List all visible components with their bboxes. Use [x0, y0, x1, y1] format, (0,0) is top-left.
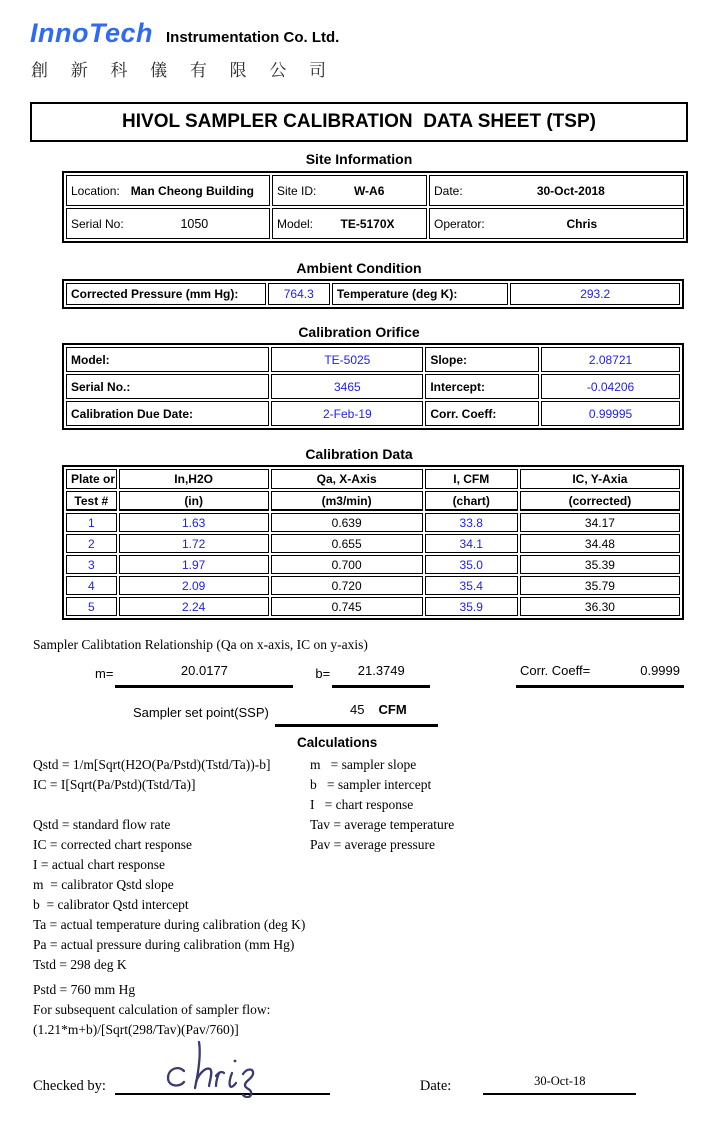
calibration-orifice-heading: Calibration Orifice	[298, 324, 420, 340]
corr-coeff-label: Corr. Coeff:	[425, 401, 539, 426]
col-header-test: Plate or	[66, 469, 117, 489]
intercept-label: Intercept:	[425, 374, 539, 399]
cell-ic: 34.48	[520, 534, 680, 553]
calculations-heading: Calculations	[297, 735, 378, 750]
calc-line: IC = corrected chart response	[33, 837, 193, 852]
orifice-serial-label: Serial No.:	[66, 374, 269, 399]
calibration-orifice-table	[62, 343, 684, 430]
company-header	[30, 18, 718, 49]
corr-coeff-result-value: 0.9999	[640, 663, 680, 678]
cell-i: 35.4	[425, 576, 518, 595]
table-row	[66, 576, 680, 595]
table-row	[66, 401, 680, 426]
site-information-heading: Site Information	[305, 151, 413, 167]
col-subheader-ic: (corrected)	[520, 491, 680, 511]
calc-line: b = sampler intercept	[310, 777, 432, 792]
site-information-table	[62, 171, 688, 243]
calc-line: Ta = actual temperature during calibration (deg K)	[33, 917, 306, 932]
calc-line: m = sampler slope	[310, 757, 417, 772]
cell-i: 34.1	[425, 534, 518, 553]
calc-line: Qstd = 1/m[Sqrt(H2O(Pa/Pstd)(Tstd/Ta))-b]	[33, 757, 271, 772]
col-header-ic: IC, Y-Axia	[520, 469, 680, 489]
b-label: b=	[315, 666, 331, 681]
due-date-value: 2-Feb-19	[271, 401, 423, 426]
cell-test: 4	[66, 576, 117, 595]
ssp-label: Sampler set point(SSP)	[133, 705, 269, 720]
cell-test: 1	[66, 513, 117, 532]
location-value: Man Cheong Building	[130, 183, 255, 198]
cell-i: 35.0	[425, 555, 518, 574]
col-subheader-h2o: (in)	[119, 491, 269, 511]
date-value: 30-Oct-2018	[536, 183, 605, 198]
cell-test: 2	[66, 534, 117, 553]
col-header-i: I, CFM	[425, 469, 518, 489]
corr-coeff-value: 0.99995	[541, 401, 680, 426]
calc-line: I = actual chart response	[33, 857, 166, 872]
date-label: Date:	[434, 183, 463, 198]
site-id-value: W-A6	[353, 183, 385, 198]
table-header-row	[66, 469, 680, 489]
corr-coeff-result	[516, 663, 684, 688]
signature-line	[115, 1081, 330, 1095]
operator-value: Chris	[566, 216, 598, 231]
serial-no-value: 1050	[180, 216, 209, 231]
checked-by-label: Checked by:	[33, 1078, 106, 1094]
col-subheader-i: (chart)	[425, 491, 518, 511]
cell-ic: 36.30	[520, 597, 680, 616]
cell-qa: 0.655	[271, 534, 423, 553]
calibration-data-heading: Calibration Data	[305, 446, 413, 462]
ambient-condition-heading: Ambient Condition	[296, 260, 422, 276]
calculations-block	[33, 755, 718, 1040]
serial-no-label: Serial No:	[71, 216, 124, 231]
slope-value: 2.08721	[541, 347, 680, 372]
table-row	[66, 347, 680, 372]
calc-line: IC = I[Sqrt(Pa/Pstd)(Tstd/Ta)]	[33, 777, 196, 792]
cell-h2o: 1.72	[119, 534, 269, 553]
calc-line: Tav = average temperature	[310, 817, 455, 832]
footer-date-label: Date:	[419, 1078, 452, 1094]
col-header-qa: Qa, X-Axis	[271, 469, 423, 489]
relationship-heading: Sampler Calibtation Relationship (Qa on x-axis, IC on y-axis)	[33, 637, 368, 652]
brand-logo-text: InnoTech	[30, 18, 153, 48]
table-row	[66, 283, 680, 305]
pressure-label: Corrected Pressure (mm Hg):	[66, 283, 266, 305]
model-value: TE-5170X	[340, 216, 395, 231]
b-value: 21.3749	[332, 663, 430, 688]
cell-qa: 0.700	[271, 555, 423, 574]
cell-h2o: 1.97	[119, 555, 269, 574]
cell-i: 33.8	[425, 513, 518, 532]
intercept-value: -0.04206	[541, 374, 680, 399]
table-row	[66, 597, 680, 616]
table-row	[66, 513, 680, 532]
calc-line: Pav = average pressure	[310, 837, 435, 852]
calc-line: Pstd = 760 mm Hg	[33, 982, 136, 997]
ssp-value-box	[275, 702, 438, 727]
cell-ic: 35.79	[520, 576, 680, 595]
sampler-set-point-row	[133, 702, 718, 727]
calc-line: Qstd = standard flow rate	[33, 817, 171, 832]
temperature-value: 293.2	[510, 283, 680, 305]
calc-line: (1.21*m+b)/[Sqrt(298/Tav)(Pav/760)]	[33, 1022, 239, 1037]
relationship-values-row	[95, 663, 684, 688]
cell-h2o: 2.24	[119, 597, 269, 616]
calc-line: Tstd = 298 deg K	[33, 957, 127, 972]
signature-handwriting	[153, 1036, 303, 1098]
company-name-chinese: 創 新 科 儀 有 限 公 司	[31, 61, 336, 80]
due-date-label: Calibration Due Date:	[66, 401, 269, 426]
calc-line: Pa = actual pressure during calibration (mm Hg)	[33, 937, 295, 952]
cell-h2o: 2.09	[119, 576, 269, 595]
cell-h2o: 1.63	[119, 513, 269, 532]
calibration-data-table	[62, 465, 684, 620]
cell-qa: 0.745	[271, 597, 423, 616]
calc-line: I = chart response	[310, 797, 414, 812]
col-subheader-qa: (m3/min)	[271, 491, 423, 511]
calculations-left-column	[33, 755, 310, 1040]
calc-line	[33, 795, 310, 815]
cell-test: 3	[66, 555, 117, 574]
sheet-title: HIVOL SAMPLER CALIBRATION DATA SHEET (TSP)	[122, 111, 596, 132]
cell-qa: 0.720	[271, 576, 423, 595]
table-row	[66, 534, 680, 553]
table-row	[66, 555, 680, 574]
cell-i: 35.9	[425, 597, 518, 616]
corr-coeff-result-label: Corr. Coeff=	[520, 663, 591, 678]
calc-line: For subsequent calculation of sampler flow:	[33, 1002, 271, 1017]
orifice-model-label: Model:	[66, 347, 269, 372]
cell-ic: 34.17	[520, 513, 680, 532]
signoff-row	[33, 1074, 718, 1095]
table-row	[66, 175, 684, 206]
table-row	[66, 374, 680, 399]
calc-line: b = calibrator Qstd intercept	[33, 897, 189, 912]
company-name: Instrumentation Co. Ltd.	[166, 29, 340, 46]
cell-qa: 0.639	[271, 513, 423, 532]
m-label: m=	[95, 666, 114, 681]
sheet-title-box	[30, 102, 688, 142]
temperature-label: Temperature (deg K):	[332, 283, 509, 305]
operator-label: Operator:	[434, 216, 485, 231]
location-label: Location:	[71, 183, 120, 198]
col-subheader-test: Test #	[66, 491, 117, 511]
orifice-model-value: TE-5025	[271, 347, 423, 372]
model-label: Model:	[277, 216, 314, 231]
calculations-right-column	[310, 755, 718, 1040]
slope-label: Slope:	[425, 347, 539, 372]
ssp-unit: CFM	[378, 702, 407, 717]
site-id-label: Site ID:	[277, 183, 317, 198]
pressure-value: 764.3	[268, 283, 330, 305]
calc-line: m = calibrator Qstd slope	[33, 877, 174, 892]
cell-test: 5	[66, 597, 117, 616]
cell-ic: 35.39	[520, 555, 680, 574]
orifice-serial-value: 3465	[271, 374, 423, 399]
col-header-h2o: In,H2O	[119, 469, 269, 489]
footer-date-value: 30-Oct-18	[483, 1074, 636, 1095]
ssp-value: 45	[350, 702, 365, 717]
table-header-row	[66, 491, 680, 511]
table-row	[66, 208, 684, 239]
ambient-condition-table	[62, 279, 684, 309]
m-value: 20.0177	[115, 663, 293, 688]
